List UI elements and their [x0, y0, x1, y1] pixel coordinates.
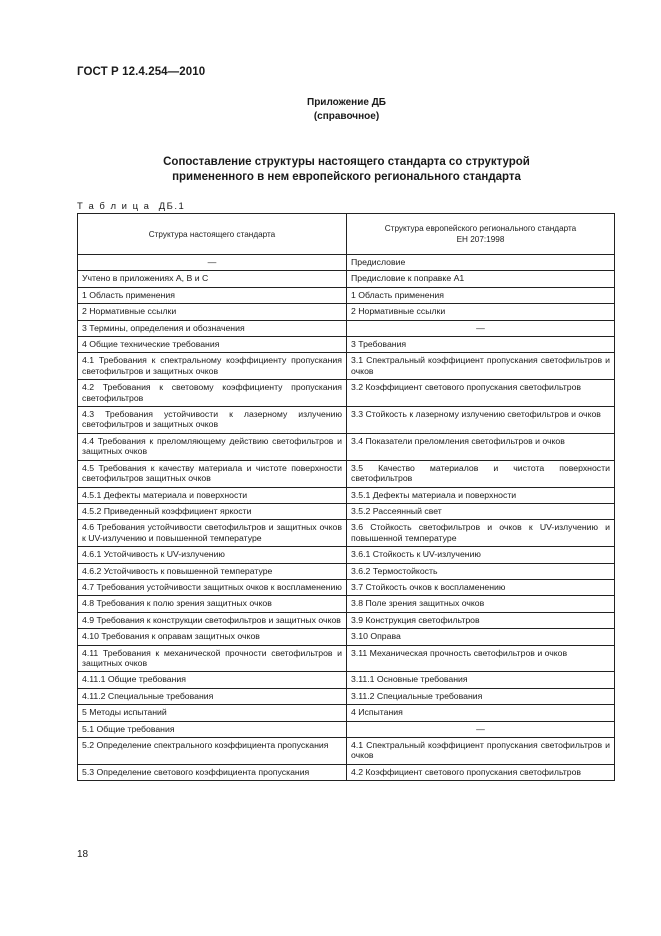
cell-european-standard: 3.11 Механическая прочность светофильтров и очков: [347, 645, 615, 672]
table-row: [78, 672, 615, 688]
table-row: [78, 705, 615, 721]
table-row: [78, 738, 615, 765]
table-row: [78, 433, 615, 460]
cell-current-standard: —: [78, 255, 347, 271]
cell-current-standard: 1 Область применения: [78, 287, 347, 303]
header-european-standard-line-2: ЕН 207:1998: [456, 235, 505, 244]
page-title-line-2: примененного в нем европейского регионального стандарта: [172, 171, 521, 183]
cell-current-standard: 4.6 Требования устойчивости светофильтров и защитных очков к UV-излучению и повышенной температуре: [78, 520, 347, 547]
cell-current-standard: 4.4 Требования к преломляющему действию светофильтров и защитных очков: [78, 433, 347, 460]
cell-european-standard: 3.2 Коэффициент светового пропускания светофильтров: [347, 380, 615, 407]
table-row: [78, 688, 615, 704]
cell-european-standard: 3.9 Конструкция светофильтров: [347, 612, 615, 628]
cell-european-standard: 3.3 Стойкость к лазерному излучению светофильтров и очков: [347, 407, 615, 434]
cell-european-standard: 4.1 Спектральный коэффициент пропускания светофильтров и очков: [347, 738, 615, 765]
cell-european-standard: —: [347, 320, 615, 336]
table-row: [78, 487, 615, 503]
cell-european-standard: 1 Область применения: [347, 287, 615, 303]
table-row: [78, 721, 615, 737]
cell-current-standard: 4.5.1 Дефекты материала и поверхности: [78, 487, 347, 503]
cell-european-standard: 3.5.2 Рассеянный свет: [347, 503, 615, 519]
page-number: 18: [77, 849, 89, 860]
table-row: [78, 563, 615, 579]
document-standard-id: ГОСТ Р 12.4.254—2010: [77, 66, 206, 78]
cell-european-standard: 3.1 Спектральный коэффициент пропускания светофильтров и очков: [347, 353, 615, 380]
cell-european-standard: 3.6.1 Стойкость к UV-излучению: [347, 547, 615, 563]
table-row: [78, 353, 615, 380]
cell-current-standard: 2 Нормативные ссылки: [78, 304, 347, 320]
cell-european-standard: 4 Испытания: [347, 705, 615, 721]
cell-current-standard: 4.10 Требования к оправам защитных очков: [78, 629, 347, 645]
header-european-standard: [347, 214, 615, 255]
cell-european-standard: —: [347, 721, 615, 737]
table-row: [78, 579, 615, 595]
table-row: [78, 612, 615, 628]
cell-european-standard: 3.5 Качество материалов и чистота поверхности светофильтров: [347, 460, 615, 487]
cell-current-standard: 4.2 Требования к световому коэффициенту пропускания светофильтров: [78, 380, 347, 407]
cell-current-standard: 4.5.2 Приведенный коэффициент яркости: [78, 503, 347, 519]
cell-current-standard: 4.11.2 Специальные требования: [78, 688, 347, 704]
table-row: [78, 460, 615, 487]
cell-current-standard: 4.8 Требования к полю зрения защитных очков: [78, 596, 347, 612]
cell-european-standard: 2 Нормативные ссылки: [347, 304, 615, 320]
table-row: [78, 271, 615, 287]
cell-european-standard: 3.7 Стойкость очков к воспламенению: [347, 579, 615, 595]
page-title-line-1: Сопоставление структуры настоящего стандарта со структурой: [163, 156, 530, 168]
cell-european-standard: 3.11.1 Основные требования: [347, 672, 615, 688]
cell-current-standard: 5 Методы испытаний: [78, 705, 347, 721]
table-row: [78, 337, 615, 353]
table-row: [78, 520, 615, 547]
table-row: [78, 320, 615, 336]
table-row: [78, 287, 615, 303]
table-row: [78, 503, 615, 519]
table-row: [78, 380, 615, 407]
cell-european-standard: 3.6.2 Термостойкость: [347, 563, 615, 579]
table-caption: Т а б л и ц а ДБ.1: [77, 201, 186, 212]
cell-european-standard: Предисловие к поправке А1: [347, 271, 615, 287]
table-row: [78, 629, 615, 645]
cell-current-standard: 4.5 Требования к качеству материала и чистоте поверхности светофильтров защитных очков: [78, 460, 347, 487]
cell-european-standard: 3.10 Оправа: [347, 629, 615, 645]
header-european-standard-line-1: Структура европейского регионального стандарта: [384, 224, 577, 233]
table-row: [78, 645, 615, 672]
header-current-standard: Структура настоящего стандарта: [78, 214, 347, 255]
cell-european-standard: 4.2 Коэффициент светового пропускания светофильтров: [347, 764, 615, 780]
cell-current-standard: 4.3 Требования устойчивости к лазерному излучению светофильтров и защитных очков: [78, 407, 347, 434]
table-row: [78, 764, 615, 780]
cell-current-standard: 4.9 Требования к конструкции светофильтров и защитных очков: [78, 612, 347, 628]
table-row: [78, 547, 615, 563]
cell-current-standard: 4.6.1 Устойчивость к UV-излучению: [78, 547, 347, 563]
cell-european-standard: 3.8 Поле зрения защитных очков: [347, 596, 615, 612]
page-title: [0, 155, 661, 185]
appendix-heading: [0, 96, 661, 124]
table-header-row: [78, 214, 615, 255]
cell-current-standard: 4.1 Требования к спектральному коэффициенту пропускания светофильтров и защитных очков: [78, 353, 347, 380]
cell-current-standard: 4 Общие технические требования: [78, 337, 347, 353]
table-row: [78, 304, 615, 320]
cell-current-standard: 5.3 Определение светового коэффициента пропускания: [78, 764, 347, 780]
table-body: [78, 255, 615, 781]
table-row: [78, 407, 615, 434]
cell-current-standard: 4.11.1 Общие требования: [78, 672, 347, 688]
cell-current-standard: 4.6.2 Устойчивость к повышенной температуре: [78, 563, 347, 579]
cell-european-standard: 3.6 Стойкость светофильтров и очков к UV-излучению и повышенной температуре: [347, 520, 615, 547]
cell-european-standard: 3.4 Показатели преломления светофильтров и очков: [347, 433, 615, 460]
cell-current-standard: 5.1 Общие требования: [78, 721, 347, 737]
cell-european-standard: 3.11.2 Специальные требования: [347, 688, 615, 704]
appendix-title: Приложение ДБ: [307, 97, 386, 108]
cell-european-standard: 3.5.1 Дефекты материала и поверхности: [347, 487, 615, 503]
cell-european-standard: Предисловие: [347, 255, 615, 271]
table-row: [78, 596, 615, 612]
table-row: [78, 255, 615, 271]
cell-european-standard: 3 Требования: [347, 337, 615, 353]
cell-current-standard: Учтено в приложениях А, В и С: [78, 271, 347, 287]
comparison-table: [77, 213, 615, 781]
appendix-subtitle: (справочное): [313, 111, 380, 122]
cell-current-standard: 4.11 Требования к механической прочности светофильтров и защитных очков: [78, 645, 347, 672]
cell-current-standard: 4.7 Требования устойчивости защитных очков к воспламенению: [78, 579, 347, 595]
cell-current-standard: 3 Термины, определения и обозначения: [78, 320, 347, 336]
cell-current-standard: 5.2 Определение спектрального коэффициента пропускания: [78, 738, 347, 765]
